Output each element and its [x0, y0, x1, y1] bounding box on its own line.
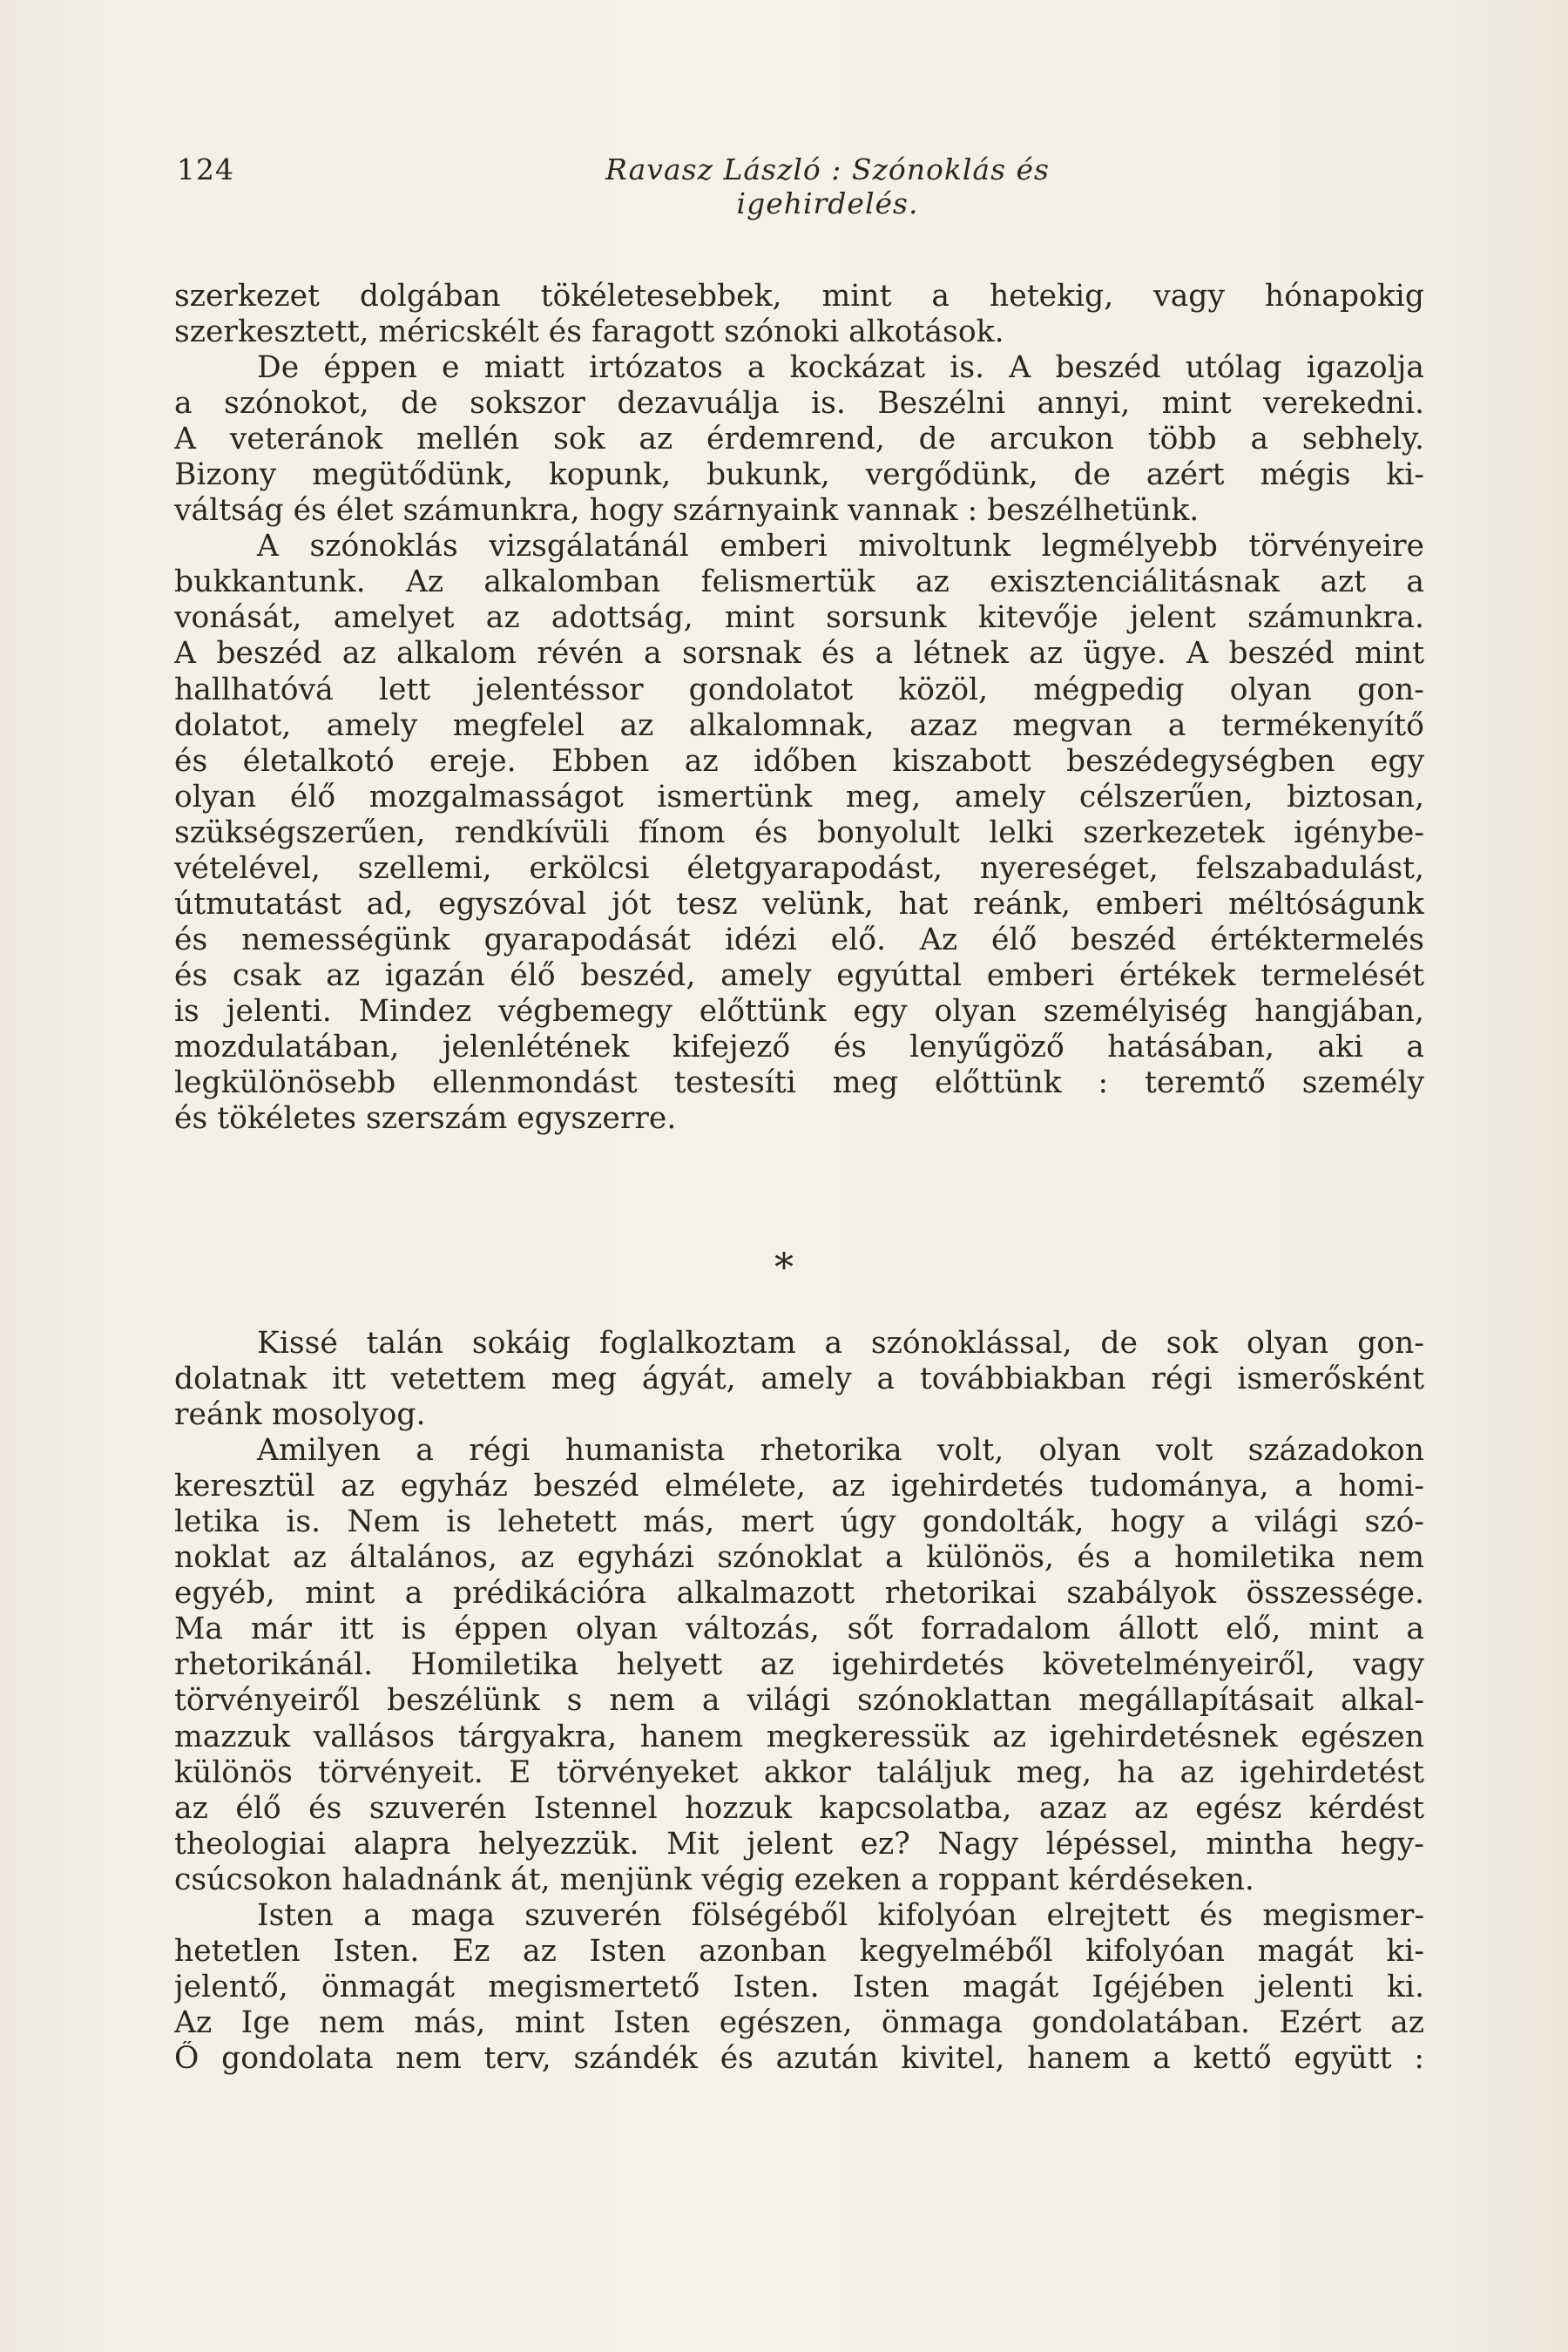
text-line: Ma már itt is éppen olyan változás, sőt forradalom állott elő, mint a	[174, 1612, 1424, 1647]
text-line: hallhatóvá lett jelentéssor gondolatot közöl, mégpedig olyan gon-	[174, 672, 1424, 707]
text-line: jelentő, önmagát megismertető Isten. Isten magát Igéjében jelenti ki.	[174, 1969, 1424, 2004]
page-header	[177, 152, 1423, 220]
text-line: dolatot, amely megfelel az alkalomnak, azaz megvan a termékenyítő	[174, 707, 1424, 743]
text-line: szerkesztett, méricskélt és faragott szónoki alkotások.	[174, 314, 1004, 350]
text-line: Bizony megütődünk, kopunk, bukunk, vergődünk, de azért mégis ki-	[174, 457, 1424, 493]
running-head: Ravasz László : Szónoklás és igehirdelés.	[605, 152, 1050, 220]
text-line: Ő gondolata nem terv, szándék és azután kivitel, hanem a kettő együtt :	[174, 2040, 1424, 2076]
text-line: mozdulatában, jelenlétének kifejező és lenyűgöző hatásában, aki a	[174, 1029, 1424, 1064]
text-line: olyan élő mozgalmasságot ismertünk meg, amely célszerűen, biztosan,	[174, 779, 1424, 814]
text-line: Amilyen a régi humanista rhetorika volt, olyan volt századokon	[257, 1433, 1424, 1469]
text-line: is jelenti. Mindez végbemegy előttünk egy olyan személyiség hangjában,	[174, 993, 1424, 1029]
text-line: keresztül az egyház beszéd elmélete, az igehirdetés tudománya, a homi-	[174, 1469, 1424, 1504]
text-line: váltság és élet számunkra, hogy szárnyaink vannak : beszélhetünk.	[174, 493, 1200, 529]
text-line: és csak az igazán élő beszéd, amely egyúttal emberi értékek termelését	[174, 957, 1424, 993]
text-line: A szónoklás vizsgálatánál emberi mivoltunk legmélyebb törvényeire	[257, 529, 1424, 564]
text-line: legkülönösebb ellenmondást testesíti meg előttünk : teremtő személy	[174, 1065, 1424, 1101]
text-line: törvényeiről beszélünk s nem a világi szónoklattan megállapításait alkal-	[174, 1683, 1424, 1719]
text-line: szükségszerűen, rendkívüli fínom és bonyolult lelki szerkezetek igénybe-	[174, 814, 1424, 850]
text-line: bukkantunk. Az alkalomban felismertük az exisztenciálitásnak azt a	[174, 564, 1424, 600]
text-line: és életalkotó ereje. Ebben az időben kiszabott beszédegységben egy	[174, 743, 1424, 779]
text-line: theologiai alapra helyezzük. Mit jelent ez? Nagy lépéssel, mintha hegy-	[174, 1826, 1424, 1862]
text-line: noklat az általános, az egyházi szónoklat a különös, és a homiletika nem	[174, 1540, 1424, 1576]
text-section-1	[174, 279, 1424, 1137]
text-line: különös törvényeit. E törvényeket akkor találjuk meg, ha az igehirdetést	[174, 1754, 1424, 1790]
text-line: letika is. Nem is lehetett más, mert úgy gondolták, hogy a világi szó-	[174, 1504, 1424, 1540]
text-line: szerkezet dolgában tökéletesebbek, mint a hetekig, vagy hónapokig	[174, 279, 1424, 314]
text-line: vételével, szellemi, erkölcsi életgyarapodást, nyereséget, felszabadulást,	[174, 850, 1424, 886]
text-line: mazzuk vallásos tárgyakra, hanem megkeressük az igehirdetésnek egészen	[174, 1719, 1424, 1754]
text-line: és tökéletes szerszám egyszerre.	[174, 1101, 677, 1137]
text-line: csúcsokon haladnánk át, menjünk végig ezeken a roppant kérdéseken.	[174, 1862, 1254, 1897]
text-line: hetetlen Isten. Ez az Isten azonban kegyelméből kifolyóan magát ki-	[174, 1933, 1424, 1969]
text-section-2	[174, 1326, 1424, 2077]
text-line: A veteránok mellén sok az érdemrend, de arcukon több a sebhely.	[174, 422, 1424, 457]
text-line: Az Ige nem más, mint Isten egészen, önmaga gondolatában. Ezért az	[174, 2004, 1424, 2040]
text-line: Isten a maga szuverén fölségéből kifolyóan elrejtett és megismer-	[257, 1897, 1424, 1933]
text-line: dolatnak itt vetettem meg ágyát, amely a továbbiakban régi ismerősként	[174, 1362, 1424, 1397]
text-line: útmutatást ad, egyszóval jót tesz velünk, hat reánk, emberi méltóságunk	[174, 886, 1424, 922]
text-line: vonását, amelyet az adottság, mint sorsunk kitevője jelent számunkra.	[174, 600, 1424, 636]
text-line: rhetorikánál. Homiletika helyett az igehirdetés követelményeiről, vagy	[174, 1647, 1424, 1683]
text-line: Kissé talán sokáig foglalkoztam a szónoklással, de sok olyan gon-	[257, 1326, 1424, 1361]
page-number: 124	[177, 152, 234, 186]
text-line: és nemességünk gyarapodását idézi elő. Az élő beszéd értéktermelés	[174, 922, 1424, 957]
text-line: az élő és szuverén Istennel hozzuk kapcsolatba, azaz az egész kérdést	[174, 1790, 1424, 1826]
text-line: reánk mosolyog.	[174, 1397, 426, 1433]
section-separator: *	[774, 1246, 794, 1290]
text-line: A beszéd az alkalom révén a sorsnak és a létnek az ügye. A beszéd mint	[174, 636, 1424, 672]
text-line: a szónokot, de sokszor dezavuálja is. Beszélni annyi, mint verekedni.	[174, 386, 1424, 422]
text-line: egyéb, mint a prédikációra alkalmazott rhetorikai szabályok összessége.	[174, 1576, 1424, 1612]
text-line: De éppen e miatt irtózatos a kockázat is. A beszéd utólag igazolja	[257, 350, 1424, 386]
